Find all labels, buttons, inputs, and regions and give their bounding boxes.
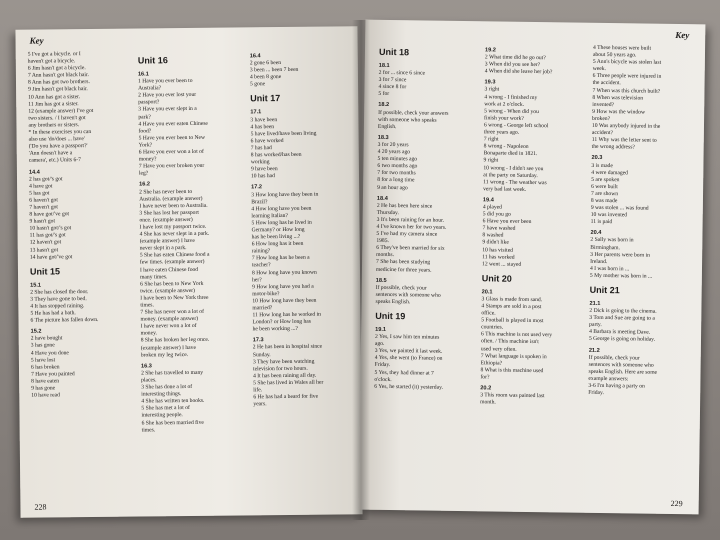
answer-line: 2 She has travelled to many [141, 369, 204, 377]
answer-line: 2 He has been in hospital since [252, 344, 323, 351]
answer-line: Brazil? [251, 198, 268, 205]
answer-line: years. [253, 401, 267, 408]
answer-line: 4 Have you done [30, 349, 69, 357]
answer-line: 5 I've got a bicycle. or I [27, 51, 81, 58]
answer-line: 10 How long have they been [252, 297, 317, 305]
section-number: 20.1 [481, 289, 493, 296]
answer-line: 4 I've known her for two years. [376, 223, 447, 231]
answer-line: 3 She has lost her passport [139, 209, 199, 217]
answer-line: If possible, check your [375, 284, 427, 292]
answer-line: life. [253, 387, 263, 394]
answer-line: 2 for ... since 6 since [378, 69, 426, 77]
answer-line: park? [138, 113, 151, 121]
column-3 [588, 45, 699, 399]
answer-line: 5 are spoken [591, 176, 620, 183]
answer-line: speaks English. Here are some [588, 368, 658, 376]
right-page [359, 20, 706, 515]
answer-line: 7 have washed [482, 225, 516, 233]
answer-line: 11 is paid [590, 219, 613, 226]
answer-line: her? [252, 276, 262, 283]
answer-line: 11 has worked [482, 253, 515, 261]
answer-line: the accident. [592, 80, 621, 87]
section-number: 20.4 [590, 230, 602, 237]
answer-line: 4 When did she leave her job? [484, 68, 553, 76]
answer-line: 5 Yes, they had dinner at 7 [374, 369, 434, 377]
answer-line: learning Italian? [251, 212, 288, 220]
section-number: 18.2 [378, 102, 390, 109]
answer-line: 7 She has been studying [376, 259, 431, 267]
answer-line: 5 She has eaten Chinese food a [139, 252, 210, 259]
answer-line: motor-bike? [252, 290, 280, 298]
answer-line: 3 It's been raining for an hour. [376, 216, 445, 224]
answer-line: once. (example answer) [139, 216, 193, 224]
left-page [15, 26, 362, 518]
answer-line: party. [589, 322, 602, 329]
answer-line: 3 How long have they been in [251, 191, 319, 198]
answer-line: 10 has visited [482, 246, 514, 254]
answer-line: the wrong address? [591, 144, 635, 151]
answer-line: 3 for 20 years [377, 141, 409, 149]
answer-line: 8 have eaten [31, 378, 60, 385]
answer-line: 5 She has met a lot of [141, 405, 190, 412]
section-number: 18.4 [376, 195, 388, 202]
answer-line: working [250, 159, 270, 166]
section-number: 19.1 [375, 326, 387, 333]
section-number: 16.4 [249, 53, 261, 60]
answer-line: 4 has been [250, 123, 275, 131]
answer-line: 8 wrong - Napoleon [483, 143, 529, 151]
answer-line: 7 What language is spoken in [480, 352, 547, 360]
answer-line: 2 have bought [30, 335, 63, 343]
answer-line: 6 Yes, he started (it) yesterday. [374, 383, 443, 391]
answer-line: interesting things. [141, 391, 182, 398]
answer-line: York? [138, 142, 153, 149]
answer-line: 1985. [376, 237, 389, 245]
page-number: 228 [34, 502, 47, 512]
answer-line: 9 How was the window [592, 108, 646, 116]
answer-line: speaks English. [375, 298, 411, 306]
answer-line: 5 did you go [482, 211, 511, 218]
answer-line: money? [138, 156, 157, 163]
answer-line: 4 Yes, she went (to France) on [374, 355, 443, 363]
answer-line: teacher? [251, 262, 271, 269]
answer-line: has he been living ...? [251, 233, 301, 241]
answer-line: ago. [374, 341, 385, 348]
answer-line: 3 She has done a lot of [141, 384, 193, 391]
answer-line: 10 was invented [590, 211, 628, 219]
answer-line: leg? [138, 170, 149, 177]
answer-line: 7 When was this church built? [592, 87, 661, 95]
answer-line: 13 hasn't got [29, 246, 59, 254]
answer-line: 7 right [483, 136, 499, 143]
answer-line: Friday. [374, 362, 391, 369]
answer-line: 10 Ann has got a sister. [28, 93, 81, 101]
answer-line: 6 Three people were injured in [592, 73, 662, 81]
answer-line: 5 have lived/have been living [250, 130, 317, 138]
answer-line: three years ago. [483, 129, 520, 136]
answer-line: Ireland. [590, 258, 608, 265]
answer-line: 14 have got/'ve got [29, 253, 73, 261]
answer-line: times. [140, 302, 154, 309]
unit-heading: Unit 16 [137, 55, 168, 66]
unit-heading: Unit 18 [378, 46, 410, 58]
answer-line: 9 How long have you had a [252, 283, 314, 291]
answer-line: 2 Dick is going to the cinema. [589, 307, 657, 315]
answer-line: 8 was made [590, 197, 618, 205]
answer-line: 6 have worked [250, 137, 284, 145]
answer-line: Thursday. [376, 209, 399, 216]
answer-line: broken? [592, 115, 611, 123]
answer-line: 11 has got/'s got [29, 232, 66, 240]
answer-line: 4 These houses were built [593, 44, 652, 52]
section-number: 17.2 [251, 184, 263, 191]
answer-line: 4 played [482, 204, 502, 211]
answer-line: 8 When was television [592, 94, 644, 102]
answer-line: 11 wrong - The weather was [483, 178, 547, 186]
answer-line: 'Ann doesn't have a [28, 150, 73, 157]
answer-line: 9 an hour ago [377, 184, 408, 191]
answer-line: 3 Have you ever slept in a [138, 106, 197, 113]
column-1 [28, 51, 136, 400]
answer-line: 5 My mother was born in ... [589, 272, 653, 280]
answer-line: 3 is made [591, 162, 613, 169]
answer-line: many times. [140, 273, 168, 281]
answer-line: 6 has broken [30, 364, 60, 371]
answer-line: I have never been to Australia. [139, 202, 208, 210]
answer-line: 4 20 years ago [377, 148, 411, 156]
book-spine-shadow [352, 20, 370, 520]
answer-line: (example answer) I have [140, 344, 196, 352]
answer-line: 3 They have been watching [252, 358, 315, 365]
answer-line: 8 washed [482, 232, 504, 239]
answer-line: example answers: [588, 375, 629, 383]
section-number: 20.2 [480, 385, 492, 392]
answer-line: 3 have been [250, 116, 278, 123]
answer-line: 4 It has been raining all day. [253, 372, 317, 380]
answer-line: * In these exercises you can [28, 129, 92, 136]
answer-line: 3 Glass is made from sand. [481, 296, 543, 304]
answer-line: 3 When did you see her? [484, 61, 541, 69]
answer-line: o'clock. [374, 376, 392, 383]
answer-line: money. (example answer) [140, 316, 199, 323]
answer-line: 7 Have you ever broken your [138, 163, 205, 170]
answer-line: 6 He has had a beard for five [253, 393, 319, 401]
answer-line: 5 Have you ever been to New [138, 134, 206, 142]
answer-line: accident? [591, 129, 614, 137]
answer-line: Friday. [588, 389, 604, 397]
answer-line: 12 haven't got [29, 239, 62, 247]
answer-line: 2 Sally was born in [590, 237, 634, 244]
answer-line: 2 She has never been to [139, 188, 193, 196]
answer-line: times. [141, 426, 156, 434]
answer-line: If possible, check your answers [378, 109, 449, 117]
answer-line: months. [376, 252, 395, 259]
answer-line: 11 Why was the letter sent to [591, 137, 657, 144]
answer-line: very bad last week. [483, 186, 527, 193]
section-number: 21.1 [589, 300, 601, 307]
answer-line: 7 has had [250, 145, 272, 152]
answer-line: 2 Have you ever lost your [138, 92, 197, 99]
answer-line: 10 has had [250, 173, 275, 180]
answer-line: 9 have been [250, 166, 278, 173]
answer-line: 3 right [484, 86, 500, 93]
section-number: 20.3 [591, 155, 603, 162]
answer-line: 6 This machine is not used very [481, 331, 553, 339]
answer-line: 4 since 8 for [378, 84, 407, 91]
answer-line: food? [138, 128, 152, 135]
answer-line: twice. (example answer) [140, 287, 196, 295]
answer-line: Ethiopia? [480, 360, 503, 367]
answer-line: medicine for three years. [375, 266, 432, 274]
answer-line: 5 Ann's bicycle was stolen last [592, 59, 662, 66]
answer-line: 2 He has been here since [376, 202, 433, 210]
column-1 [374, 42, 483, 392]
section-number: 19.4 [482, 197, 494, 204]
section-number: 16.2 [139, 181, 151, 188]
answer-line: used very often. [480, 345, 517, 353]
answer-line: Birmingham. [590, 244, 621, 251]
answer-line: money. [140, 330, 157, 337]
answer-line: 4 She has never slept in a park. [139, 230, 210, 238]
answer-line: 6 wrong - George left school [483, 122, 549, 130]
answer-line: I have lost my passport twice. [139, 223, 207, 231]
answer-line: 4 been 8 gone [249, 74, 282, 81]
answer-line: I have never won a lot of [140, 323, 197, 330]
answer-line: 2 Yes, I saw him ten minutes [374, 333, 440, 341]
answer-line: 2 She has closed the door. [30, 288, 89, 296]
section-number: 18.1 [378, 62, 390, 69]
section-number: 18.5 [375, 277, 387, 284]
answer-line: 7 Ann hasn't got black hair. [27, 72, 89, 79]
answer-line: camera', etc.) Units 6-7 [28, 157, 81, 165]
answer-line: often. / This machine isn't [480, 338, 539, 346]
answer-line: countries. [481, 324, 504, 331]
answer-line: 7 are shown [590, 190, 619, 198]
section-number: 19.2 [484, 47, 496, 54]
answer-line: 4 were damaged [591, 169, 629, 176]
unit-heading: Unit 15 [29, 266, 61, 277]
answer-line: ('Do you have a passport?' [28, 143, 88, 150]
running-header: Key [29, 35, 44, 46]
section-number: 14.4 [28, 169, 40, 176]
answer-line: 5 Football is played in most [481, 317, 544, 325]
answer-line: 6 They've been married for six [376, 245, 445, 253]
answer-line: raining? [251, 248, 271, 255]
answer-line: 3 for 7 since [378, 77, 407, 84]
answer-line: married? [252, 305, 273, 312]
answer-line: 5 She has lived in Wales all her [253, 379, 324, 387]
answer-line: 8 Ann has got two brothers. [27, 79, 90, 87]
answer-line: London? or How long has [252, 318, 311, 326]
answer-line: 8 What is this machine used [480, 367, 544, 375]
answer-line: any brothers or sisters. [28, 122, 80, 129]
answer-line: 5 wrong - When did you [484, 108, 539, 115]
answer-line: 6 two months ago [377, 163, 418, 170]
answer-line: 4 Stamps are sold in a post [481, 303, 542, 311]
answer-line: interesting people. [141, 412, 183, 419]
answer-line: (example answer) I have [139, 238, 195, 245]
answer-line: 3-6 I'm having a party on [588, 382, 645, 390]
answer-line: 4 She has written ten books. [141, 398, 205, 405]
answer-line: 3 Yes, we painted it last week. [374, 348, 443, 356]
answer-line: 2 gone 6 been [249, 60, 282, 67]
answer-line: 3 They have gone to bed. [30, 295, 87, 303]
answer-line: 5 have lost [30, 357, 56, 364]
answer-line: 8 for a long time [377, 177, 415, 184]
answer-line: 6 were built [591, 183, 618, 190]
section-number: 16.3 [140, 363, 152, 370]
answer-line: 6 Jim hasn't got a bicycle. [27, 65, 86, 72]
answer-line: 6 Have you ever won a lot of [138, 148, 204, 156]
answer-line: 9 hasn't got [29, 218, 56, 225]
answer-line: places. [141, 377, 157, 384]
answer-line: I have eaten Chinese food [139, 266, 199, 274]
page-number: 229 [670, 498, 683, 509]
answer-line: 4 Have you ever eaten Chinese [138, 120, 208, 128]
answer-line: 11 Jim has got a sister. [28, 100, 79, 108]
answer-line: 3 Tom and Sue are going to a [589, 314, 655, 322]
answer-line: 7 Have you painted [31, 371, 75, 378]
answer-line: also use 'do/does ... have' [28, 136, 85, 143]
answer-line: 8 has worked/has been [250, 151, 302, 159]
answer-line: Germany? or How long [251, 226, 305, 234]
answer-line: month. [480, 399, 496, 406]
answer-line: 3 This room was painted last [480, 392, 545, 400]
answer-line: 7 How long has he been a [251, 255, 310, 262]
answer-line: 5 ten minutes ago [377, 155, 418, 163]
answer-line: 4 have got [29, 183, 53, 190]
answer-line: sentences with someone who [588, 361, 654, 369]
answer-line: week. [592, 66, 607, 73]
answer-line: 4 wrong - I finished my [484, 93, 538, 101]
answer-line: invented? [592, 101, 615, 108]
unit-heading: Unit 20 [481, 273, 512, 284]
answer-line: 5 gone [250, 81, 266, 88]
answer-line: 6 How long has it been [251, 240, 304, 248]
section-number: 21.2 [588, 347, 600, 354]
section-number: 17.1 [250, 109, 262, 116]
answer-line: 6 She has been married five [141, 419, 204, 427]
answer-line: 9 has gone [31, 385, 56, 392]
answer-line: haven't got a bicycle. [27, 58, 76, 65]
answer-line: 5 George is going on holiday. [588, 336, 656, 344]
answer-line: two sisters. / I haven't got [28, 114, 86, 122]
answer-line: passport? [138, 99, 160, 106]
column-2 [138, 49, 248, 434]
answer-line: with someone who speaks [378, 116, 437, 124]
answer-line: 2 What time did he go out? [484, 54, 546, 62]
answer-line: 11 How long has he worked in [252, 311, 321, 319]
answer-line: 5 has got [29, 190, 50, 197]
answer-line: 9 didn't like [482, 239, 509, 247]
answer-line: 5 for [378, 91, 390, 98]
section-number: 18.3 [377, 134, 389, 141]
answer-line: English. [377, 123, 397, 130]
answer-line: 10 wrong - I didn't see you [483, 164, 544, 172]
answer-line: 3 has gone [30, 342, 55, 350]
answer-line: 7 She has never won a lot of [140, 308, 204, 316]
answer-line: finish your work? [484, 115, 524, 122]
answer-line: 10 hasn't got/'s got [29, 225, 72, 232]
answer-line: 1 Have you ever been to [137, 78, 193, 85]
answer-line: 7 for two months [377, 170, 416, 177]
answer-line: 8 How long have you known [251, 269, 317, 276]
answer-line: I have been to New York three [140, 294, 209, 302]
answer-line: If possible, check your [588, 354, 640, 362]
unit-heading: Unit 21 [589, 284, 620, 296]
answer-line: 4 It has stopped raining. [30, 303, 85, 310]
answer-line: he been working ...? [252, 326, 298, 333]
answer-line: 4 How long have you been [251, 205, 312, 213]
answer-line: 6 Have you ever been [482, 218, 532, 226]
unit-heading: Unit 19 [375, 310, 406, 322]
answer-line: 6 haven't got [29, 197, 58, 204]
section-number: 19.3 [484, 79, 496, 86]
answer-line: 6 The picture has fallen down. [30, 317, 99, 324]
answer-line: Bonaparte died in 1821. [483, 150, 538, 158]
answer-line: 5 He has had a bath. [30, 310, 76, 317]
answer-line: few times. (example answer) [139, 259, 205, 266]
answer-line: 9 was stolen ... was found [590, 204, 649, 212]
section-number: 15.2 [30, 328, 42, 335]
answer-line: Australia. (example answer) [139, 195, 203, 203]
answer-line: 9 Jim hasn't got black hair. [28, 86, 88, 94]
answer-line: 10 have read [31, 392, 60, 399]
answer-line: 3 been ... been 7 been [249, 67, 299, 74]
answer-line: Sunday. [252, 351, 271, 358]
answer-line: 5 How long has he lived in [251, 219, 312, 227]
answer-line: 9 right [483, 157, 499, 164]
column-2 [480, 43, 589, 408]
answer-line: 3 Her parents were born in [590, 251, 651, 259]
answer-line: 12 (example answer) I've got [28, 107, 94, 115]
answer-line: office. [481, 310, 496, 317]
running-header: Key [675, 29, 690, 41]
answer-line: 6 She has been to New York [140, 280, 204, 288]
answer-line: 7 haven't got [29, 204, 59, 211]
answer-line: 4 I was born in ... [589, 265, 630, 273]
section-number: 16.1 [137, 71, 149, 78]
answer-line: 8 have got/'ve got [29, 211, 70, 218]
answer-line: broken my leg twice. [140, 351, 189, 359]
answer-line: about 50 years ago. [592, 51, 637, 59]
answer-line: Australia? [138, 85, 162, 92]
answer-line: 12 went ... stayed [481, 261, 522, 268]
answer-line: 2 has got/'s got [28, 175, 63, 183]
column-3 [250, 48, 358, 408]
answer-line: television for two hours. [252, 365, 308, 373]
section-number: 17.3 [252, 337, 264, 344]
answer-line: for? [480, 374, 490, 381]
answer-line: 5 I've had my camera since [376, 230, 438, 238]
answer-line: sentences with someone who [375, 291, 441, 299]
answer-line: 4 Barbara is meeting Dave. [589, 329, 651, 337]
answer-line: 8 She has broken her leg once. [140, 337, 210, 344]
section-number: 15.1 [30, 282, 42, 289]
answer-line: 10 Was anybody injured in the [591, 122, 661, 130]
answer-line: work at 2 o'clock. [484, 100, 525, 108]
answer-line: never slept in a park. [139, 245, 187, 252]
unit-heading: Unit 17 [250, 93, 281, 104]
answer-line: at the party on Saturday. [483, 171, 538, 179]
